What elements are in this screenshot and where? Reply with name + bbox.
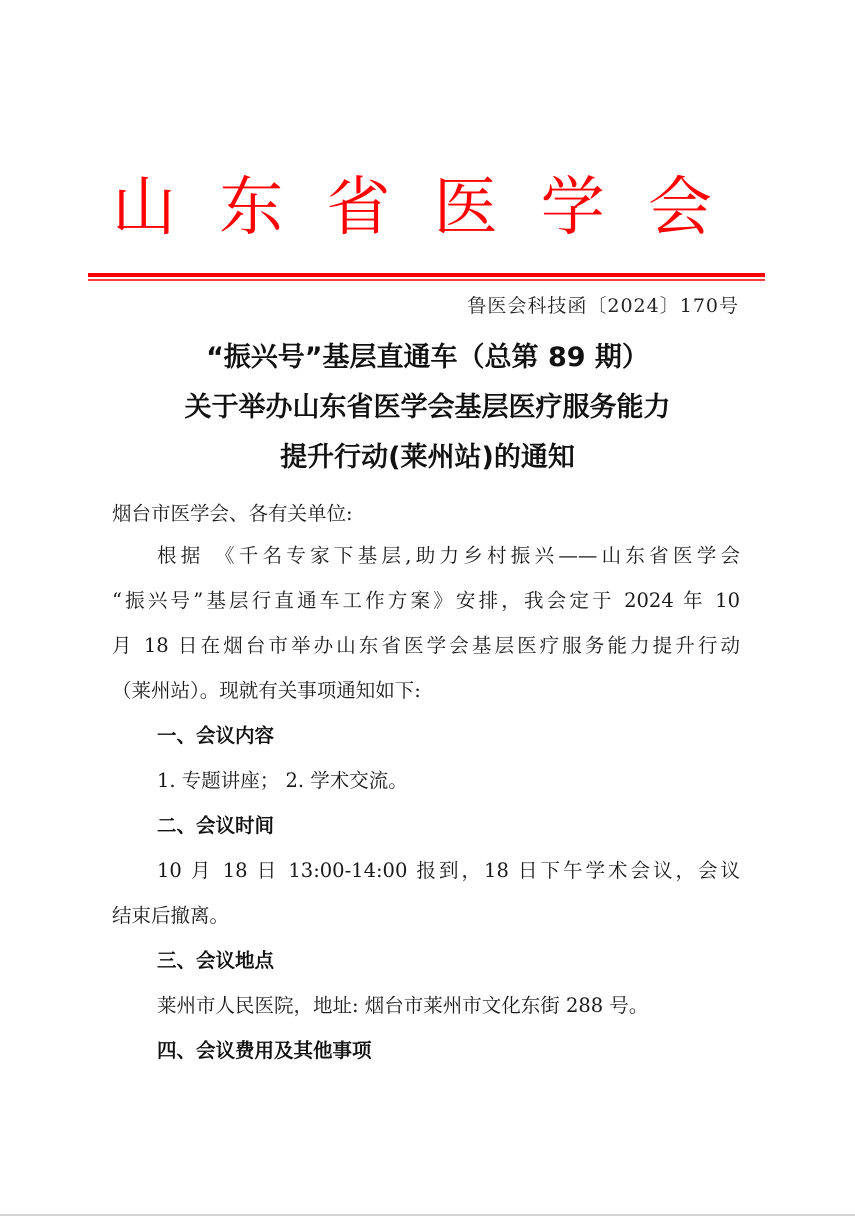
section-time-line-2: 结束后撤离。	[112, 904, 230, 927]
document-number: 鲁医会科技函〔2024〕170号	[467, 295, 739, 317]
letterhead-char: 山	[112, 171, 176, 245]
letterhead-char: 省	[326, 171, 391, 245]
intro-line-2: “振兴号”基层行直通车工作方案》安排，我会定于 2024 年 10	[112, 589, 740, 612]
letterhead-divider-thick	[88, 273, 765, 277]
intro-line-3: 月 18 日在烟台市举办山东省医学会基层医疗服务能力提升行动	[112, 634, 740, 657]
section-time-line-1: 10 月 18 日 13:00-14:00 报到，18 日下午学术会议，会议	[157, 859, 740, 882]
section-heading-time: 二、会议时间	[157, 814, 275, 837]
notice-title-line-3: 提升行动(莱州站)的通知	[280, 442, 575, 473]
section-location-text: 莱州市人民医院，地址: 烟台市莱州市文化东街 288 号。	[157, 994, 649, 1017]
letterhead-divider-thin	[88, 279, 765, 281]
section-heading-content: 一、会议内容	[157, 724, 275, 747]
intro-line-4: （莱州站）。现就有关事项通知如下:	[112, 679, 421, 702]
section-heading-location: 三、会议地点	[157, 949, 275, 972]
intro-line-1: 根据 《千名专家下基层,助力乡村振兴——山东省医学会	[157, 544, 740, 567]
letterhead-title	[112, 168, 712, 248]
section-content-text: 1. 专题讲座； 2. 学术交流。	[157, 769, 408, 792]
letterhead-char: 会	[647, 171, 712, 245]
letterhead-char: 学	[540, 171, 605, 245]
letterhead-char: 东	[219, 171, 284, 245]
salutation: 烟台市医学会、各有关单位:	[112, 502, 353, 525]
letterhead-char: 医	[433, 171, 498, 245]
section-heading-fees: 四、会议费用及其他事项	[157, 1039, 372, 1062]
notice-title-line-2: 关于举办山东省医学会基层医疗服务能力	[184, 392, 671, 423]
notice-title-line-1: “振兴号”基层直通车（总第 89 期）	[206, 342, 649, 373]
